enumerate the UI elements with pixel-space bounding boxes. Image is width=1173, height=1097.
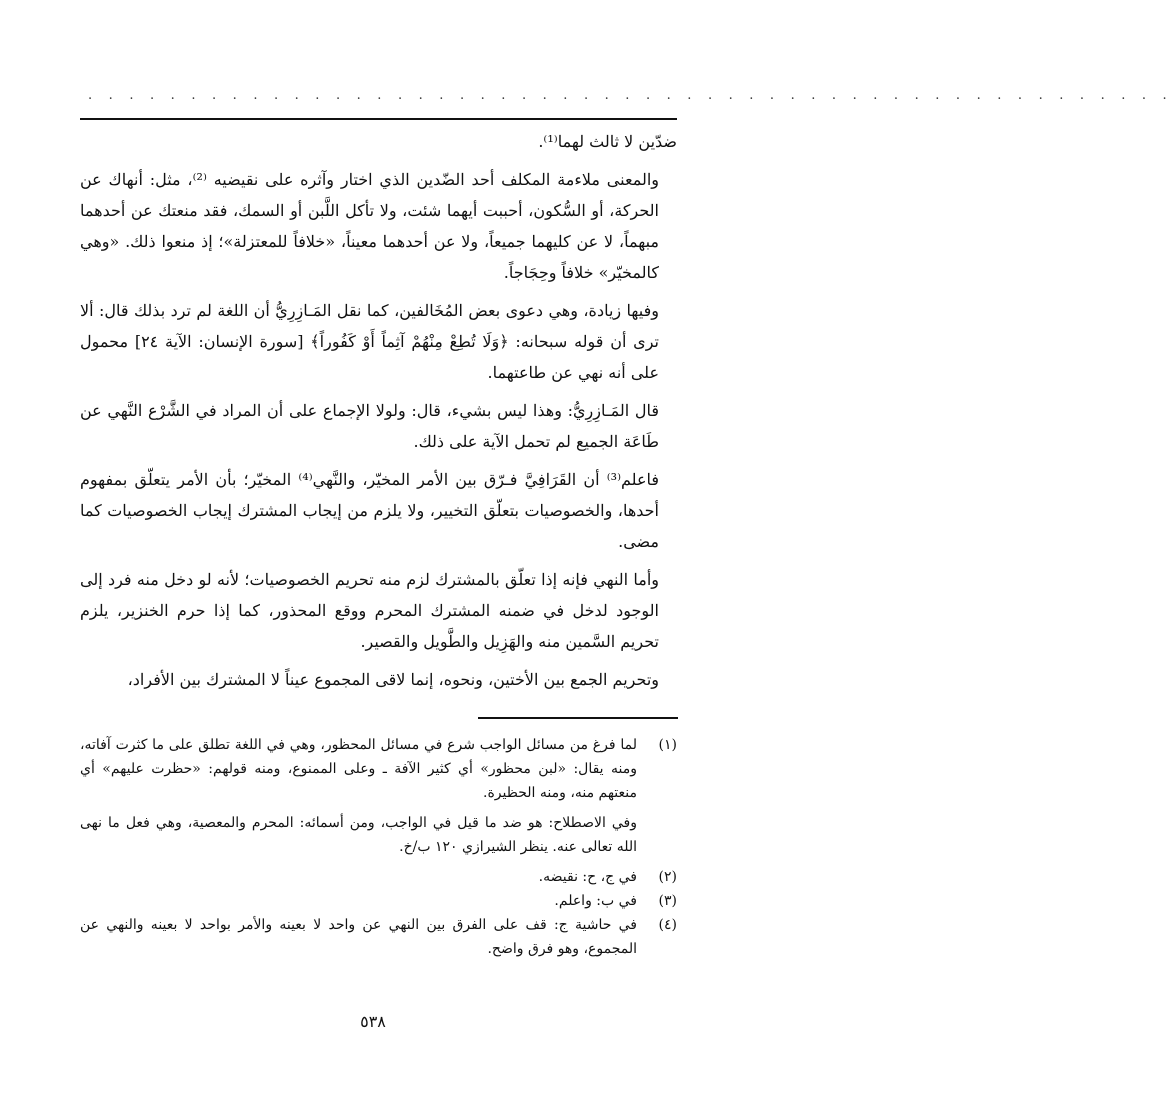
footnote-text: في ج، ح: نقيضه. bbox=[538, 869, 637, 885]
paragraph: وفيها زيادة، وهي دعوى بعض المُخَالفين، كما نقل المَـازِرِيُّ أن اللغة لم ترد بذلك قال: ألا ترى أن قوله سبحانه: ﴿وَلَا تُطِعْ مِنْهُمْ آثِماً أَوْ كَفُوراً﴾ [سورة الإنسان: الآية ٢٤] محمول على أنه نهي عن طاعتهما. bbox=[80, 301, 659, 382]
footnote-text: وفي الاصطلاح: هو ضد ما قيل في الواجب، ومن أسمائه: المحرم والمعصية، وهي فعل ما نهى الله تعالى عنه. ينظر الشيرازي ١٢٠ ب/خ. bbox=[80, 815, 637, 855]
footnote-item bbox=[80, 889, 677, 913]
footnotes bbox=[80, 733, 677, 961]
footnote-body bbox=[80, 865, 637, 889]
header-dotted-line: . . . . . . . . . . . . . . . . . . . . . . . . . . . . . . . . . . . . . . . . . . . . . . . . . . . . . bbox=[88, 88, 1173, 103]
header-rule bbox=[80, 118, 677, 120]
paragraph: وتحريم الجمع بين الأختين، ونحوه، إنما لاقى المجموع عيناً لا المشترك بين الأفراد، bbox=[127, 670, 659, 689]
footnote-item bbox=[80, 733, 677, 859]
footnote-separator bbox=[478, 717, 678, 719]
main-text bbox=[80, 126, 677, 695]
paragraph: ضدّين لا ثالث لهما⁽¹⁾. bbox=[538, 132, 677, 151]
page-number: ٥٣٨ bbox=[360, 1012, 386, 1031]
footnote-number: (١) bbox=[658, 737, 677, 753]
footnote-number: (٣) bbox=[658, 893, 677, 909]
paragraph: فاعلم⁽³⁾ أن القَرَافِيَّ فـرّق بين الأمر المخيّر، والنَّهي⁽⁴⁾ المخيّر؛ بأن الأمر يتعلّق بمفهوم أحدها، والخصوصيات بتعلّق التخيير، ولا يلزم من إيجاب المشترك إيجاب الخصوصيات كما مضى. bbox=[80, 470, 660, 551]
footnote-body bbox=[80, 913, 637, 961]
footnote-body bbox=[80, 889, 637, 913]
paragraph: وأما النهي فإنه إذا تعلّق بالمشترك لزم منه تحريم الخصوصيات؛ لأنه لو دخل منه فرد إلى الوجود لدخل في ضمنه المشترك المحرم ووقع المحذور، كما إذا حرم الخنزير، يلزم تحريم السَّمين منه والهَزِيل والطَّويل والقصير. bbox=[80, 570, 659, 651]
footnote-item bbox=[80, 865, 677, 889]
paragraph: والمعنى ملاءمة المكلف أحد الضّدين الذي اختار وآثره على نقيضيه ⁽²⁾، مثل: أنهاك عن الحركة، أو السُّكون، أحببت أيهما شئت، ولا تأكل اللَّبن أو السمك، فقد منعتك عن أحدهما مبهماً، لا عن كليهما جميعاً، ولا عن أحدهما معيناً، «خلافاً للمعتزلة»؛ إذ منعوا ذلك. «وهي كالمخيّر» خلافاً وحِجَاجاً. bbox=[80, 170, 659, 282]
footnote-number: (٤) bbox=[658, 917, 677, 933]
footnote-text: في حاشية ج: قف على الفرق بين النهي عن واحد لا بعينه والأمر بواحد لا بعينه والنهي عن المجموع، وهو فرق واضح. bbox=[80, 917, 637, 957]
footnote-text: لما فرغ من مسائل الواجب شرع في مسائل المحظور، وهي في اللغة تطلق على ما كثرت آفاته، ومنه يقال: «لبن محظور» أي كثير الآفة ـ وعلى الممنوع، ومنه قولهم: «حظرت عليهم» أي منعتهم منه، ومنه الحظيرة. bbox=[80, 737, 637, 801]
footnote-body bbox=[80, 733, 637, 859]
paragraph: قال المَـازِرِيُّ: وهذا ليس بشيء، قال: ولولا الإجماع على أن المراد في الشَّرْع النَّهي عن طَاعَة الجميع لم تحمل الآية على ذلك. bbox=[80, 401, 659, 451]
footnote-text: في ب: واعلم. bbox=[554, 893, 637, 909]
footnote-item bbox=[80, 913, 677, 961]
footnote-number: (٢) bbox=[658, 869, 677, 885]
